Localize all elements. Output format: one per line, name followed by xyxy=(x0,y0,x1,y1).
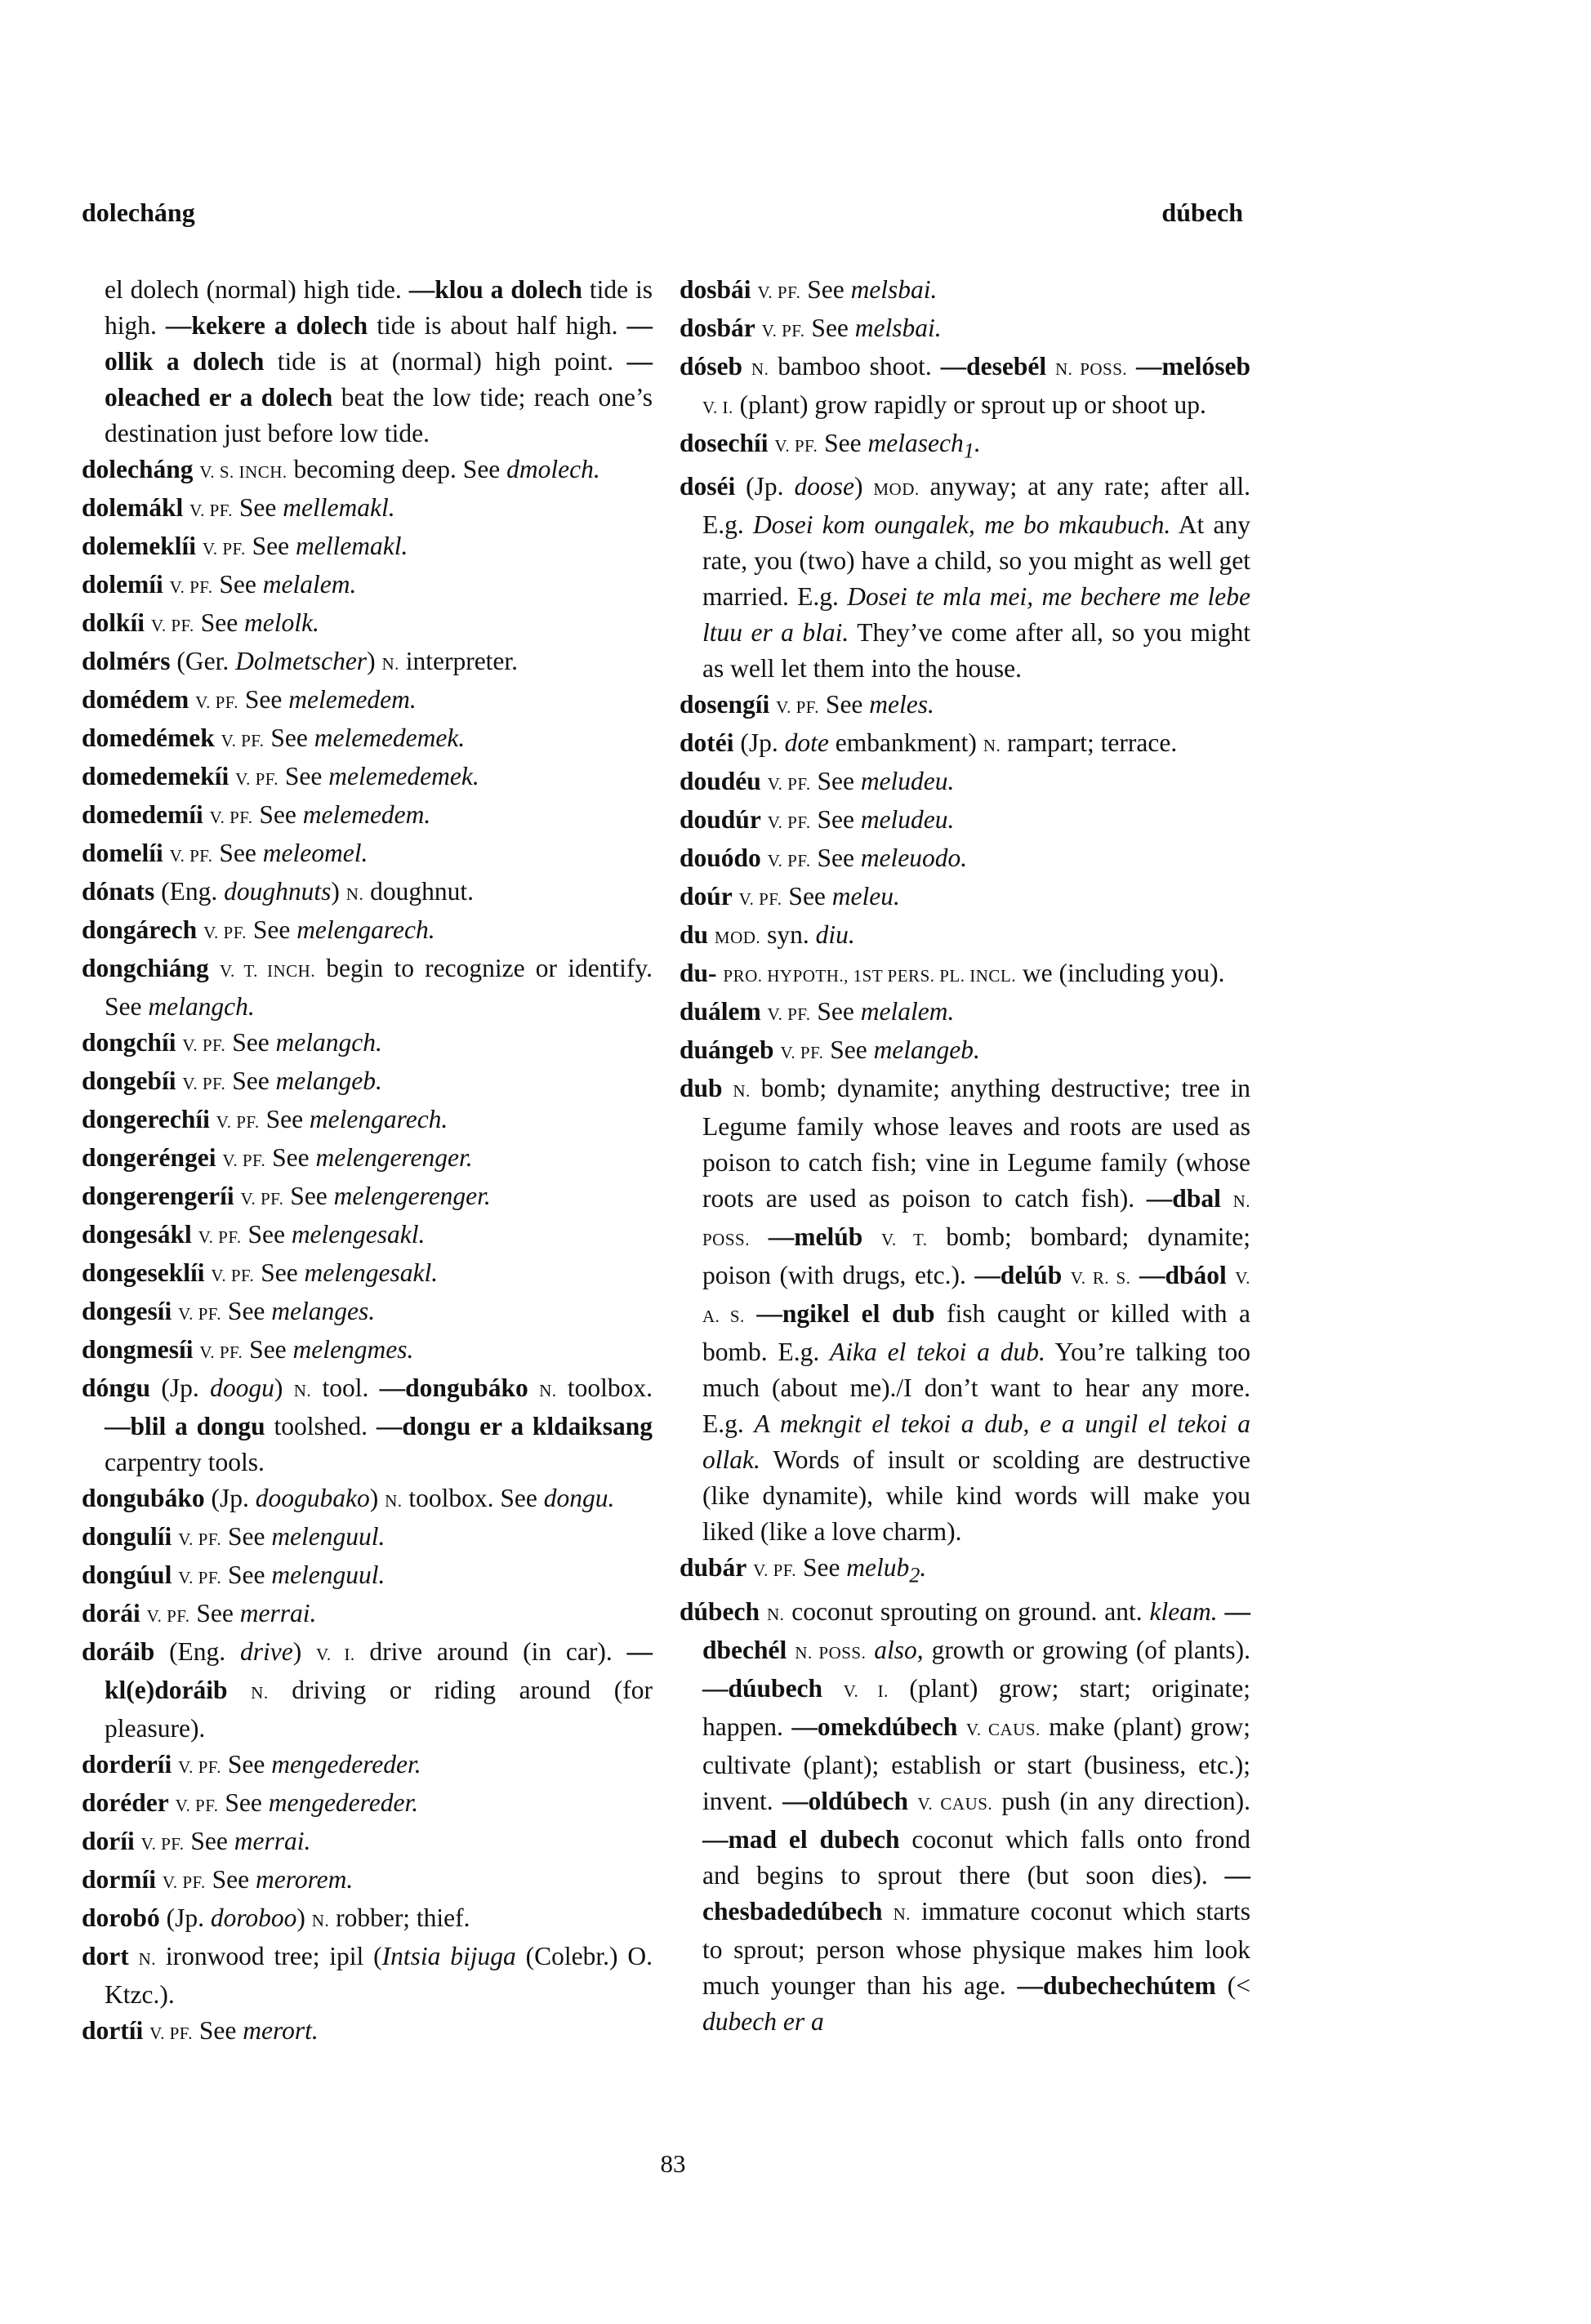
right-column xyxy=(680,272,1250,2040)
dictionary-entry: dóseb N. bamboo shoot. —desebél N. POSS. —melóseb V. I. (plant) grow rapidly or sprout up or shoot up. xyxy=(680,352,1251,419)
dictionary-entry: dongúul V. PF. See melenguul. xyxy=(82,1560,385,1589)
dictionary-entry: dúbech N. coconut sprouting on ground. ant. kleam. —dbechél N. POSS. also, growth or growing (of plants). —dúubech V. I. (plant) grow; start; originate; happen. —omekdúbech V. CAUS. make (plant) grow; cultivate (plant); establish or start (business, etc.); invent. —oldúbech V. CAUS. push (in any direction). —mad el dubech coconut which falls onto frond and begins to sprout there (but soon dies). —chesbadedúbech N. immature coconut which starts to sprout; person whose physique makes him look much younger than his age. —dubechechútem (< dubech er a xyxy=(680,1596,1251,2036)
dictionary-entry: dolecháng V. S. INCH. becoming deep. See dmolech. xyxy=(82,455,600,483)
dictionary-entry: dolkíi V. PF. See melolk. xyxy=(82,608,319,637)
dictionary-entry: dongmesíi V. PF. See melengmes. xyxy=(82,1335,414,1364)
dictionary-entry: doséi (Jp. doose) MOD. anyway; at any rate; after all. E.g. Dosei kom oungalek, me bo mkaubuch. At any rate, you (two) have a child, so you might as well get married. E.g. Dosei te mla mei, me bechere me lebe ltuu er a blai. They’ve come after all, so you might as well let them into the house. xyxy=(680,472,1251,683)
dictionary-entry: du- PRO. HYPOTH., 1ST PERS. PL. INCL. we (including you). xyxy=(680,959,1225,988)
dictionary-entry: dosengíi V. PF. See meles. xyxy=(680,690,934,719)
dictionary-entry: du MOD. syn. diu. xyxy=(680,920,855,950)
dictionary-entry: domédem V. PF. See melemedem. xyxy=(82,685,417,714)
dictionary-entry: dongeréngei V. PF. See melengerenger. xyxy=(82,1143,473,1172)
dictionary-entry: dort N. ironwood tree; ipil (Intsia bijuga (Colebr.) O. Ktzc.). xyxy=(82,1942,653,2009)
dictionary-entry: dongubáko (Jp. doogubako) N. toolbox. See dongu. xyxy=(82,1484,615,1512)
dictionary-entry: dormíi V. PF. See merorem. xyxy=(82,1865,354,1894)
dictionary-entry: doréder V. PF. See mengedereder. xyxy=(82,1788,419,1817)
dictionary-entry: dongesíi V. PF. See melanges. xyxy=(82,1297,376,1325)
dictionary-entry: dongchiáng V. T. INCH. begin to recognize or identify. See melangch. xyxy=(82,954,653,1021)
dictionary-entry: dongebíi V. PF. See melangeb. xyxy=(82,1066,382,1095)
dictionary-entry: dóngu (Jp. doogu) N. tool. —dongubáko N. toolbox. —blil a dongu toolshed. —dongu er a kldaiksang carpentry tools. xyxy=(82,1373,653,1476)
dictionary-entry: dorderíi V. PF. See mengedereder. xyxy=(82,1750,421,1779)
dictionary-entry: dongulíi V. PF. See melenguul. xyxy=(82,1522,385,1551)
dictionary-entry: dongchíi V. PF. See melangch. xyxy=(82,1028,382,1057)
dictionary-entry: domedémek V. PF. See melemedemek. xyxy=(82,723,466,752)
dictionary-entry: dosbái V. PF. See melsbai. xyxy=(680,275,938,304)
dictionary-entry: dónats (Eng. doughnuts) N. doughnut. xyxy=(82,877,474,906)
dictionary-entry: doúr V. PF. See meleu. xyxy=(680,882,900,911)
dictionary-entry: dolemákl V. PF. See mellemakl. xyxy=(82,493,395,522)
dictionary-entry: dosbár V. PF. See melsbai. xyxy=(680,314,942,342)
dictionary-entry: dongeseklíi V. PF. See melengesakl. xyxy=(82,1258,439,1287)
left-column xyxy=(82,272,653,2051)
dictionary-entry: doríi V. PF. See merrai. xyxy=(82,1827,311,1855)
dictionary-entry: doudúr V. PF. See meludeu. xyxy=(680,805,955,835)
page-number: 83 xyxy=(660,2149,686,2178)
dictionary-entry: dub N. bomb; dynamite; anything destructive; tree in Legume family whose leaves and roots are used as poison to catch fish; vine in Legume family (whose roots are used as poison to catch fish). —dbal N. POSS. —melúb V. T. bomb; bombard; dynamite; poison (with drugs, etc.). —delúb V. R. S. —dbáol V. A. S. —ngikel el dub fish caught or killed with a bomb. E.g. Aika el tekoi a dub. You’re talking too much (about me)./I don’t want to hear any more. E.g. A mekngit el tekoi a dub, e a ungil el tekoi a ollak. Words of insult or scolding are destructive (like dynamite), while kind words will make you liked (like a love charm). xyxy=(680,1074,1251,1547)
dictionary-entry: domedemíi V. PF. See melemedem. xyxy=(82,800,431,829)
dictionary-entry: douódo V. PF. See meleuodo. xyxy=(680,844,968,873)
dictionary-entry: dolemíi V. PF. See melalem. xyxy=(82,570,357,599)
dictionary-entry: doudéu V. PF. See meludeu. xyxy=(680,767,955,796)
dictionary-entry: dubár V. PF. See melub$_2$. xyxy=(680,1553,927,1587)
page-header-left: dolecháng xyxy=(82,198,195,227)
dictionary-entry: dotéi (Jp. dote embankment) N. rampart; terrace. xyxy=(680,728,1178,758)
dictionary-entry: duángeb V. PF. See melangeb. xyxy=(680,1035,980,1065)
dictionary-entry: el dolech (normal) high tide. —klou a dolech tide is high. —kekere a dolech tide is about half high. —ollik a dolech tide is at (normal) high point. —oleached er a dolech beat the low tide; reach one’s destination just before low tide. xyxy=(105,275,653,447)
dictionary-entry: doráib (Eng. drive) V. I. drive around (in car). —kl(e)doráib N. driving or riding around (for pleasure). xyxy=(82,1637,653,1743)
dictionary-entry: dongesákl V. PF. See melengesakl. xyxy=(82,1220,426,1249)
dictionary-entry: dortíi V. PF. See merort. xyxy=(82,2016,319,2045)
dictionary-entry: dosechíi V. PF. See melasech$_1$. xyxy=(680,429,981,463)
dictionary-entry: domedemekíi V. PF. See melemedemek. xyxy=(82,762,479,790)
dictionary-entry: dongerechíi V. PF. See melengarech. xyxy=(82,1105,448,1133)
dictionary-entry: duálem V. PF. See melalem. xyxy=(680,997,955,1026)
dictionary-entry: domelíi V. PF. See meleomel. xyxy=(82,839,368,867)
dictionary-entry: dongerengeríi V. PF. See melengerenger. xyxy=(82,1182,491,1210)
page-header-right: dúbech xyxy=(1161,198,1243,227)
dictionary-entry: dorobó (Jp. doroboo) N. robber; thief. xyxy=(82,1903,470,1932)
dictionary-entry: dongárech V. PF. See melengarech. xyxy=(82,915,435,944)
dictionary-entry: dorái V. PF. See merrai. xyxy=(82,1599,317,1627)
dictionary-entry: dolmérs (Ger. Dolmetscher) N. interpreter. xyxy=(82,647,519,675)
dictionary-entry: dolemeklíi V. PF. See mellemakl. xyxy=(82,532,408,560)
